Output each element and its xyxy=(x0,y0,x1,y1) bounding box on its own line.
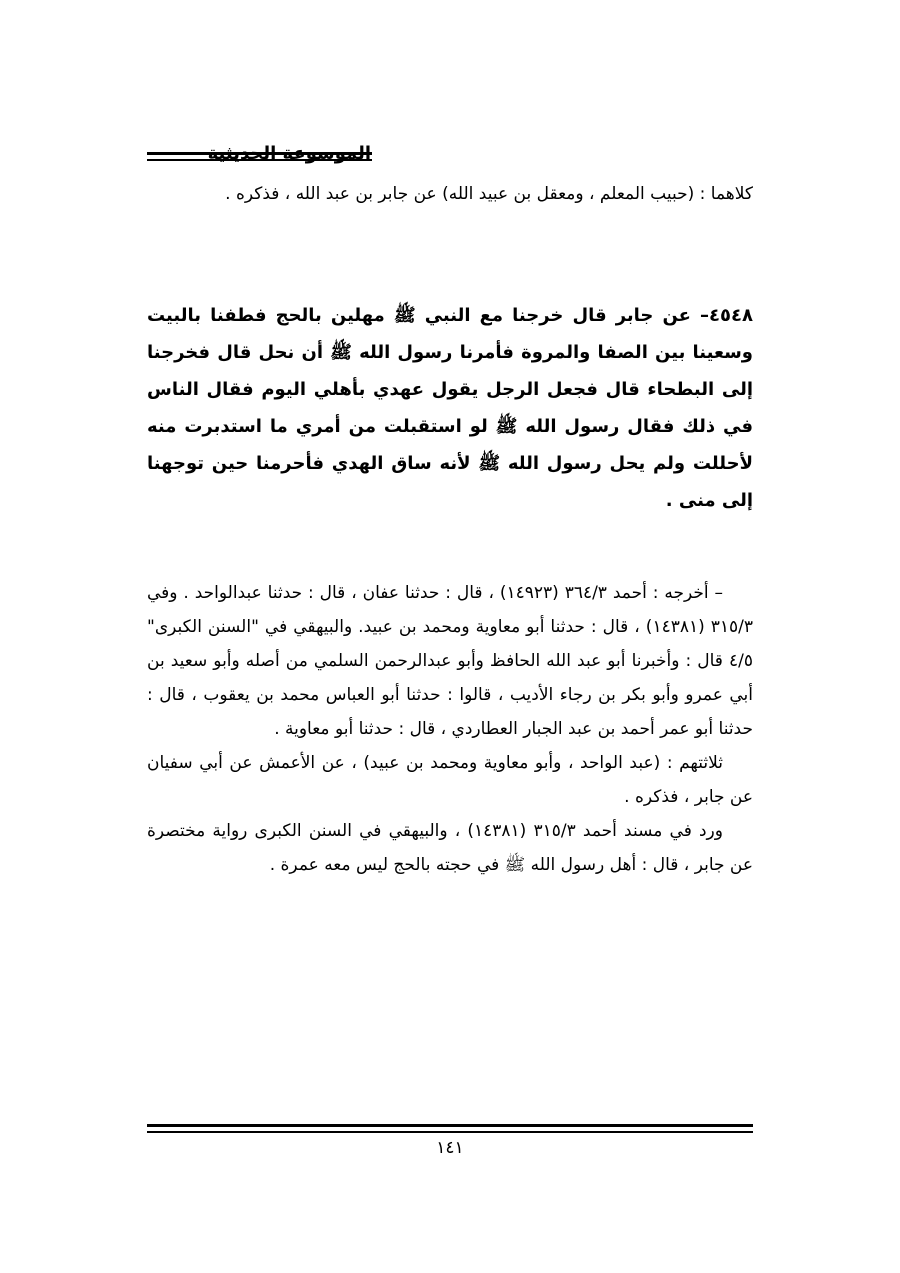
intro-text: كلاهما : (حبيب المعلم ، ومعقل بن عبيد الله) عن جابر بن عبد الله ، فذكره . xyxy=(225,184,753,204)
takhrij-paragraph-3: ورد في مسند أحمد ٣١٥/٣ (١٤٣٨١) ، والبيهقي في السنن الكبرى رواية مختصرة عن جابر ، قال : أهل رسول الله ﷺ في حجته بالحج ليس معه عمرة . xyxy=(147,821,753,875)
running-header xyxy=(147,140,753,170)
footer-rule xyxy=(147,1124,753,1133)
page-number: ١٤١ xyxy=(436,1138,464,1158)
intro-paragraph xyxy=(147,177,753,211)
hadith-paragraph xyxy=(147,297,753,519)
takhrij-paragraph-2: ثلاثتهم : (عبد الواحد ، وأبو معاوية ومحمد بن عبيد) ، عن الأعمش عن أبي سفيان عن جابر ، فذكره . xyxy=(147,753,753,807)
takhrij-block xyxy=(147,576,753,882)
hadith-number: ٤٥٤٨ xyxy=(709,305,753,326)
hadith-text: – عن جابر قال خرجنا مع النبي ﷺ مهلين بالحج فطفنا بالبيت وسعينا بين الصفا والمروة فأمرنا رسول الله ﷺ أن نحل قال فخرجنا إلى البطحاء قال فجعل الرجل يقول عهدي بأهلي اليوم فقال الناس في ذلك فقال رسول الله ﷺ لو استقبلت من أمري ما استدبرت منه لأحللت ولم يحل رسول الله ﷺ لأنه ساق الهدي فأحرمنا حين توجهنا إلى منى . xyxy=(147,305,753,511)
hadith-block xyxy=(147,297,753,519)
book-title: الموسوعة الحديثية xyxy=(207,143,371,164)
takhrij-paragraph-1: – أخرجه : أحمد ٣٦٤/٣ (١٤٩٢٣) ، قال : حدثنا عفان ، قال : حدثنا عبدالواحد . وفي ٣١٥/٣ (١٤٣٨١) ، قال : حدثنا أبو معاوية ومحمد بن عبيد. والبيهقي في "السنن الكبرى" ٤/٥ قال : وأخبرنا أبو عبد الله الحافظ وأبو عبدالرحمن السلمي من أصله وأبو سعيد بن أبي عمرو وأبو بكر بن رجاء الأديب ، قالوا : حدثنا أبو العباس محمد بن يعقوب ، قال : حدثنا أبو عمر أحمد بن عبد الجبار العطاردي ، قال : حدثنا أبو معاوية . xyxy=(147,583,753,739)
